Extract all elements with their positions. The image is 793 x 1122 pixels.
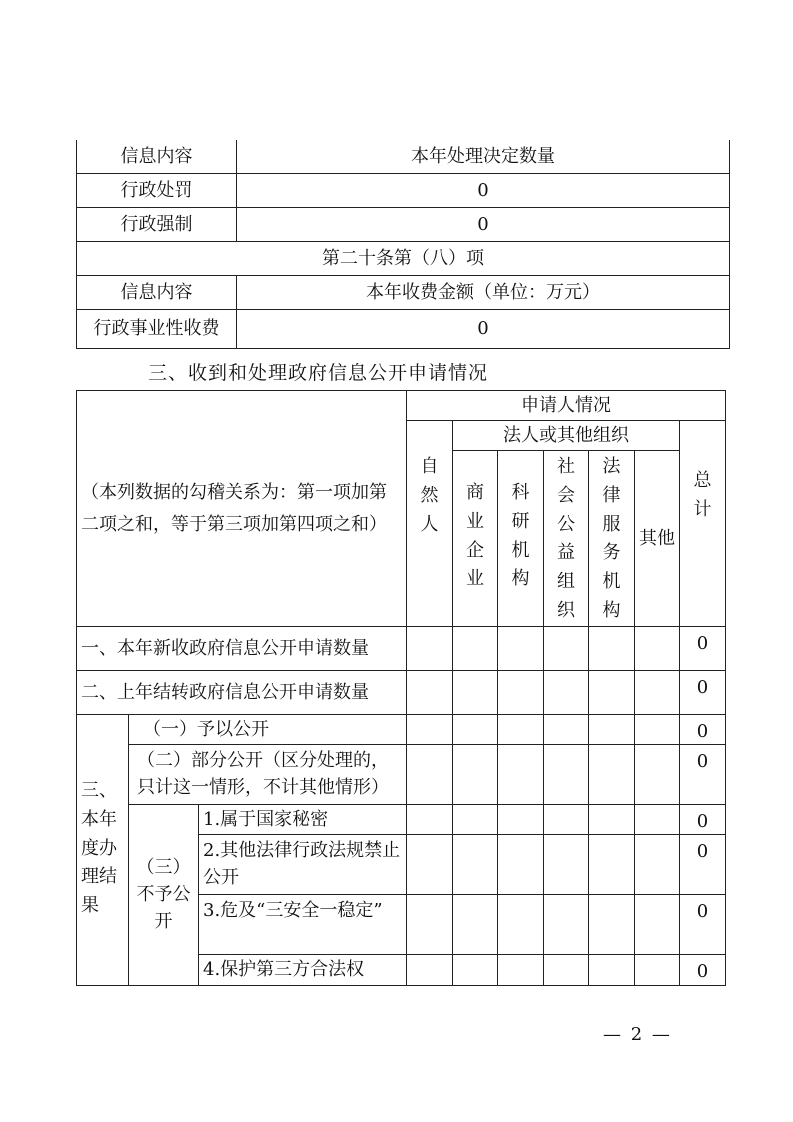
row-open-label: （一）予以公开 xyxy=(129,715,407,745)
sub-not-open-label: （三）不予公开 xyxy=(129,805,199,985)
row-value: 0 xyxy=(237,174,730,208)
row-label: 行政处罚 xyxy=(77,174,237,208)
row-label: 行政强制 xyxy=(77,208,237,242)
fee-amount-header: 本年收费金额（单位：万元） xyxy=(237,276,730,310)
group-result-label: 三、本年度办理结果 xyxy=(77,715,129,986)
row-partial-label: （二）部分公开（区分处理的，只计这一情形，不计其他情形） xyxy=(129,745,407,805)
page-number: — 2 — xyxy=(603,1024,672,1045)
row-security-label: 3.危及“三安全一稳定” xyxy=(199,895,407,955)
applicant-header: 申请人情况 xyxy=(407,391,726,421)
col-natural: 自然人 xyxy=(407,421,453,627)
col-business: 商业企业 xyxy=(453,451,498,627)
col-social: 社会公益组织 xyxy=(544,451,589,627)
decision-count-header: 本年处理决定数量 xyxy=(237,140,730,174)
row-new-total: 0 xyxy=(680,627,726,671)
row-carry-total: 0 xyxy=(680,671,726,715)
row-partial-total: 0 xyxy=(680,745,726,805)
row-secret-label: 1.属于国家秘密 xyxy=(199,805,407,835)
row-law-total: 0 xyxy=(680,835,726,895)
col-other: 其他 xyxy=(635,451,680,627)
application-table xyxy=(76,390,726,986)
col-total: 总计 xyxy=(680,421,726,627)
row-thirdparty-label: 4.保护第三方合法权 xyxy=(199,955,407,985)
note-cell: （本列数据的勾稽关系为：第一项加第二项之和，等于第三项加第四项之和） xyxy=(77,391,407,627)
row-carry-label: 二、上年结转政府信息公开申请数量 xyxy=(77,671,407,715)
fee-label: 行政事业性收费 xyxy=(77,310,237,349)
row-law-label: 2.其他法律行政法规禁止公开 xyxy=(199,835,407,895)
legal-org-header: 法人或其他组织 xyxy=(453,421,680,451)
fee-value: 0 xyxy=(237,310,730,349)
row-open-total: 0 xyxy=(680,715,726,745)
col-research: 科研机构 xyxy=(498,451,544,627)
col-legal: 法律服务机构 xyxy=(589,451,635,627)
row-new-label: 一、本年新收政府信息公开申请数量 xyxy=(77,627,407,671)
row-secret-total: 0 xyxy=(680,805,726,835)
row-security-total: 0 xyxy=(680,895,726,955)
info-content-header: 信息内容 xyxy=(77,276,237,310)
section-row: 第二十条第（八）项 xyxy=(77,242,730,276)
row-thirdparty-total: 0 xyxy=(680,955,726,985)
section-title: 三、收到和处理政府信息公开申请情况 xyxy=(148,362,489,384)
info-content-header: 信息内容 xyxy=(77,140,237,174)
row-value: 0 xyxy=(237,208,730,242)
decision-table xyxy=(76,140,730,349)
